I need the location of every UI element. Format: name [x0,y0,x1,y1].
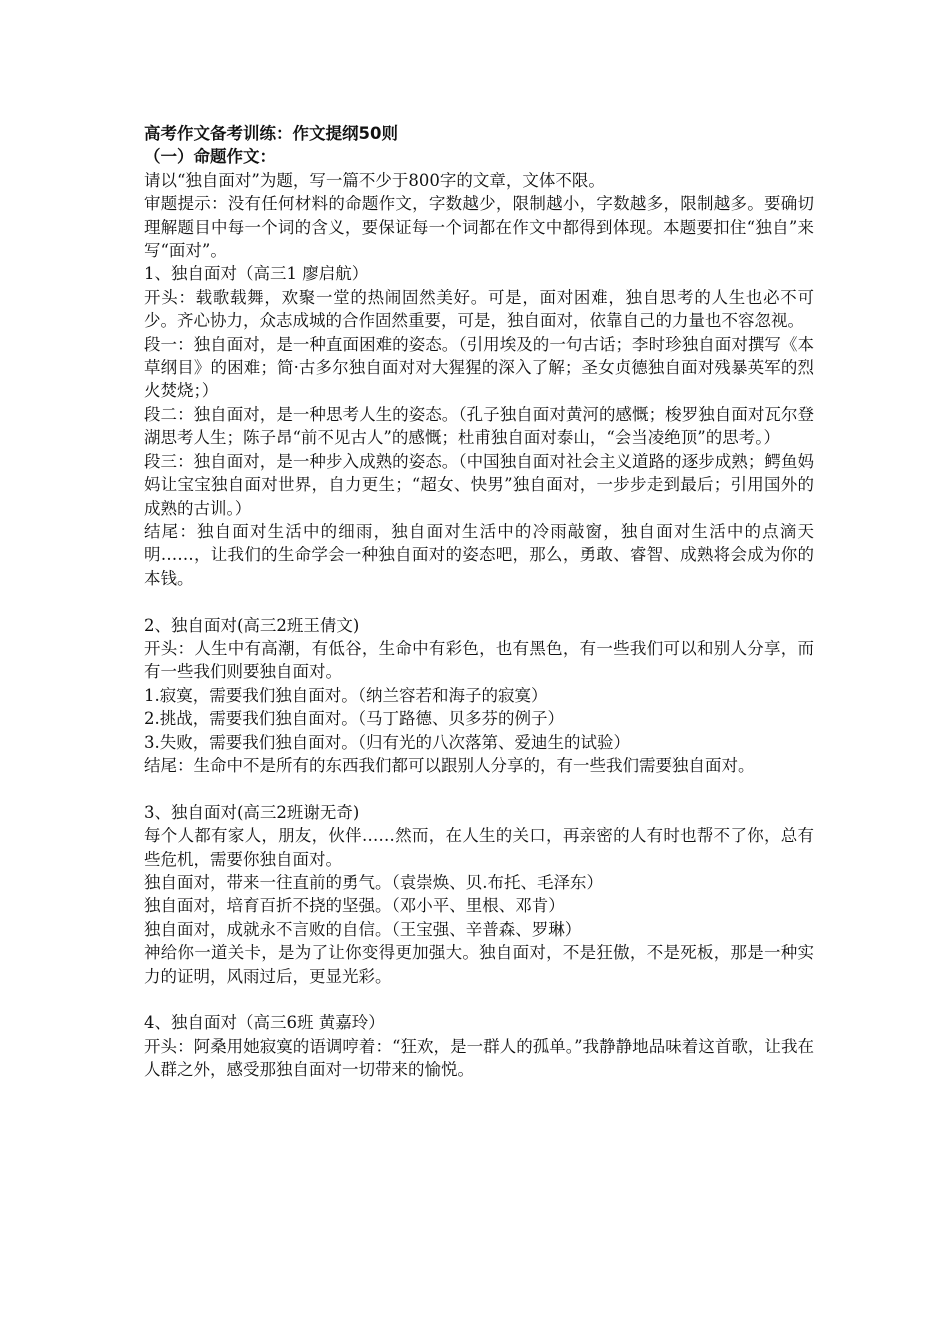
spacer [144,590,814,613]
essay-3-point-3: 独自面对，成就永不言败的自信。（王宝强、辛普森、罗琳） [144,919,582,939]
essay-4-heading: 4、独自面对（高三6班 黄嘉玲） [144,1013,385,1033]
essay-prompt: 请以“独自面对”为题，写一篇不少于800字的文章，文体不限。 [144,170,605,190]
prompt-hint: 审题提示：没有任何材料的命题作文，字数越少，限制越小，字数越多，限制越多。要确切理解题目中每一个词的含义，要保证每一个词都在作文中都得到体现。本题要扣住“独自”来写“面对”。 [144,194,814,261]
essay-3-heading: 3、独自面对(高三2班谢无奇) [144,802,360,822]
essay-2-point-2: 2.挑战，需要我们独自面对。（马丁路德、贝多芬的例子） [144,709,564,729]
essay-1-section-1: 段一：独自面对，是一种直面困难的姿态。（引用埃及的一句古话；李时珍独自面对撰写《本草纲目》的困难；简·古多尔独自面对对大猩猩的深入了解；圣女贞德独自面对残暴英军的烈火焚烧；） [144,334,814,401]
essay-1-opening: 开头：载歌载舞，欢聚一堂的热闹固然美好。可是，面对困难，独自思考的人生也必不可少。齐心协力，众志成城的合作固然重要，可是，独自面对，依靠自己的力量也不容忽视。 [144,287,814,331]
essay-2-opening: 开头：人生中有高潮，有低谷，生命中有彩色，也有黑色，有一些我们可以和别人分享，而有一些我们则要独自面对。 [144,638,814,682]
essay-3-opening: 每个人都有家人，朋友，伙伴……然而，在人生的关口，再亲密的人有时也帮不了你，总有些危机，需要你独自面对。 [144,826,814,869]
essay-3-point-1: 独自面对，带来一往直前的勇气。（袁崇焕、贝.布托、毛泽东） [144,872,603,892]
essay-3-ending: 神给你一道关卡，是为了让你变得更加强大。独自面对，不是狂傲，不是死板，那是一种实力的证明，风雨过后，更显光彩。 [144,943,814,986]
document-title: 高考作文备考训练：作文提纲50则 [144,124,398,143]
document-page [144,122,814,1082]
section-heading: （一）命题作文： [144,147,276,167]
essay-1-section-3: 段三：独自面对，是一种步入成熟的姿态。（中国独自面对社会主义道路的逐步成熟；鳄鱼妈妈让宝宝独自面对世界，自力更生；“超女、快男”独自面对，一步步走到最后；引用国外的成熟的古训。） [144,451,814,518]
essay-2-heading: 2、独自面对(高三2班王倩文) [144,615,360,635]
essay-2-ending: 结尾：生命中不是所有的东西我们都可以跟别人分享的，有一些我们需要独自面对。 [144,755,755,775]
essay-1-heading: 1、独自面对（高三1 廖启航） [144,264,369,284]
spacer [144,777,814,800]
essay-2-point-1: 1.寂寞，需要我们独自面对。（纳兰容若和海子的寂寞） [144,685,548,705]
essay-1-ending: 结尾：独自面对生活中的细雨，独自面对生活中的冷雨敲窗，独自面对生活中的点滴天明……，让我们的生命学会一种独自面对的姿态吧，那么，勇敢、睿智、成熟将会成为你的本钱。 [144,521,814,588]
essay-1-section-2: 段二：独自面对，是一种思考人生的姿态。（孔子独自面对黄河的感慨；梭罗独自面对瓦尔登湖思考人生；陈子昂“前不见古人”的感慨；杜甫独自面对泰山，“会当凌绝顶”的思考。） [144,404,814,448]
essay-4-opening: 开头：阿桑用她寂寞的语调哼着：“狂欢，是一群人的孤单。”我静静地品味着这首歌，让我在人群之外，感受那独自面对一切带来的愉悦。 [144,1036,814,1080]
essay-2-point-3: 3.失败，需要我们独自面对。（归有光的八次落第、爱迪生的试验） [144,732,630,752]
essay-3-point-2: 独自面对，培育百折不挠的坚强。（邓小平、里根、邓肯） [144,896,565,916]
spacer [144,988,814,1011]
